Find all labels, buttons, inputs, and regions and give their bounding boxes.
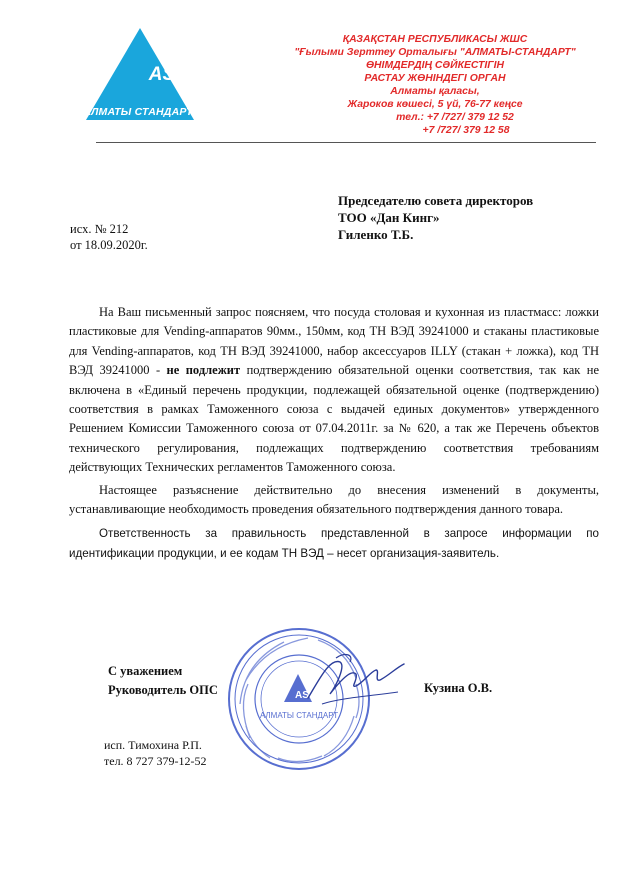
organization-header	[270, 33, 600, 137]
paragraph-1	[69, 303, 599, 478]
reference-number: исх. № 212	[70, 222, 129, 236]
executor-name: исп. Тимохина Р.П.	[104, 738, 202, 752]
paragraph-1-end: подтверждению обязательной оценки соответствия, так как не включена в «Единый перечень продукции, подлежащей обязательной оценке (подтверждению) соответствия в рамках Таможенного союза с выдачей единых документов» утвержденного Решением Комиссии Таможенного союза от 07.04.2011г. за № 620, а так же Перечень объектов технического регулирования, подлежащих подтверждению соответствия требованиям действующих Технических регламентов Таможенного союза.	[69, 363, 599, 475]
org-line: +7 /727/ 379 12 58	[422, 125, 510, 136]
addressee	[338, 192, 533, 243]
org-line: "Ғылыми Зерттеу Орталығы "АЛМАТЫ-СТАНДАРТ"	[294, 47, 576, 58]
org-line: Жароков көшесі, 5 үй, 76-77 кеңсе	[347, 99, 523, 110]
paragraph-1-start: На Ваш письменный запрос поясняем, что посуда столовая и кухонная из пластмасс: ложки пластиковые для Vending-аппаратов 90мм., 150мм, код ТН ВЭД 39241000 и стаканы пластиковые для Vending-аппаратов, код ТН ВЭД 39241000, набор аксессуаров ILLY (стакан + ложка), код ТН ВЭД 39241000 -	[69, 305, 599, 378]
closing-block	[108, 662, 218, 700]
logo-caption: АЛМАТЫ СТАНДАРТ	[83, 106, 193, 118]
org-line: ҚАЗАҚСТАН РЕСПУБЛИКАСЫ ЖШС	[342, 34, 528, 45]
org-line: тел.: +7 /727/ 379 12 52	[396, 112, 514, 123]
svg-text:AS: AS	[148, 64, 176, 85]
letter-body	[69, 303, 599, 564]
executor-info	[104, 737, 207, 769]
addressee-position: Председателю совета директоров	[338, 193, 534, 208]
org-line: Алматы қаласы,	[390, 86, 480, 97]
signer-name: Кузина О.В.	[424, 681, 493, 695]
handwritten-signature	[300, 648, 410, 714]
addressee-name: Гиленко Т.Б.	[338, 227, 414, 242]
paragraph-2: Настоящее разъяснение действительно до внесения изменений в документы, устанавливающие необходимость проведения обязательного подтверждения данного товара.	[69, 482, 599, 517]
svg-text:АЛМАТЫ СТАНДАРТ: АЛМАТЫ СТАНДАРТ	[259, 711, 339, 720]
paragraph-1-emphasis: не подлежит	[166, 363, 241, 378]
org-line: РАСТАУ ЖӨНІНДЕГІ ОРГАН	[364, 73, 506, 84]
paragraph-3: Ответственность за правильность представленной в запросе информации по идентификации продукции, и ее кодам ТН ВЭД – несет организация-заявитель.	[69, 527, 599, 561]
executor-phone: тел. 8 727 379-12-52	[104, 754, 207, 768]
header-divider	[96, 142, 596, 143]
outgoing-reference	[70, 221, 148, 253]
reference-date: от 18.09.2020г.	[70, 238, 148, 252]
org-line: ӨНІМДЕРДІҢ СӘЙКЕСТІГІН	[365, 60, 505, 71]
addressee-company: ТОО «Дан Кинг»	[338, 210, 440, 225]
signer-position: Руководитель ОПС	[108, 683, 218, 697]
svg-text:AS: AS	[295, 690, 309, 701]
closing-regards: С уважением	[108, 664, 183, 678]
